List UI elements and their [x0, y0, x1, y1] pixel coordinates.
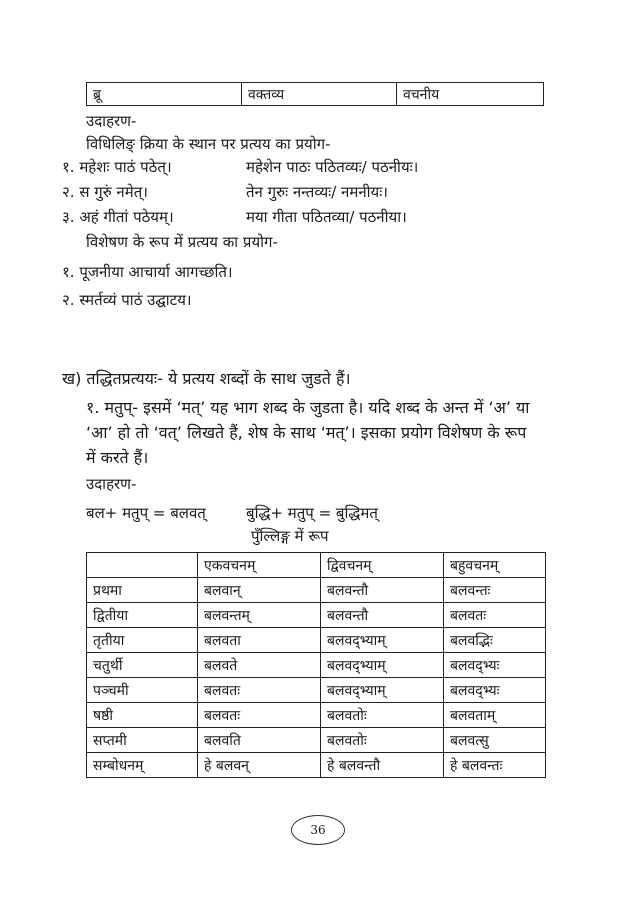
adjective-example: १. पूजनीया आचार्या आगच्छति।	[62, 263, 233, 281]
adjective-heading: विशेषण के रूप में प्रत्यय का प्रयोग-	[86, 233, 278, 251]
table-cell: बलवद्भ्याम्	[321, 678, 444, 703]
example-heading: उदाहरण-	[86, 475, 137, 493]
case-name: पञ्चमी	[87, 678, 198, 703]
table-cell: हे बलवन्तः	[444, 753, 546, 778]
table-row	[87, 753, 546, 778]
column-header: द्विवचनम्	[321, 553, 444, 578]
table-cell: बलवद्भ्याम्	[321, 628, 444, 653]
table-cell: वचनीय	[397, 83, 544, 106]
case-name: सम्बोधनम्	[87, 753, 198, 778]
table-cell: बलवन्तौ	[321, 603, 444, 628]
table-cell: बलवन्तौ	[321, 578, 444, 603]
table-caption: पुँल्लिङ्ग में रूप	[251, 527, 329, 545]
table-cell: बलवद्भ्यः	[444, 653, 546, 678]
paragraph-line: ‘आ’ हो तो ‘वत्’ लिखते हैं, शेष के साथ ‘मत्’। इसका प्रयोग विशेषण के रूप	[86, 423, 527, 442]
table-cell: बलवन्तम्	[198, 603, 321, 628]
table-cell: बलवति	[198, 728, 321, 753]
table-header-row	[87, 553, 546, 578]
table-cell: बलवतः	[444, 603, 546, 628]
case-name: सप्तमी	[87, 728, 198, 753]
table-row	[87, 603, 546, 628]
formula-right: बुद्धि+ मतुप् = बुद्धिमत्	[246, 504, 378, 522]
table-cell: बलवतः	[198, 703, 321, 728]
subheading: विधिलिङ् क्रिया के स्थान पर प्रत्यय का प्रयोग-	[86, 135, 331, 153]
table-cell: बलवान्	[198, 578, 321, 603]
table-cell: बलवद्भिः	[444, 628, 546, 653]
declension-table	[86, 552, 546, 778]
table-cell: बलवद्भ्यः	[444, 678, 546, 703]
table-cell: बलवतः	[198, 678, 321, 703]
case-name: द्वितीया	[87, 603, 198, 628]
example-right: तेन गुरुः नन्तव्यः/ नमनीयः।	[246, 183, 388, 201]
table-cell: बलवतोः	[321, 703, 444, 728]
table-row	[87, 578, 546, 603]
column-header: बहुवचनम्	[444, 553, 546, 578]
verb-forms-table	[86, 82, 544, 106]
example-right: मया गीता पठितव्या/ पठनीया।	[246, 208, 407, 226]
column-header	[87, 553, 198, 578]
table-row	[87, 678, 546, 703]
table-cell: बलवता	[198, 628, 321, 653]
page-number: 36	[291, 815, 345, 845]
table-row	[87, 653, 546, 678]
table-cell: हे बलवन्	[198, 753, 321, 778]
table-cell: हे बलवन्तौ	[321, 753, 444, 778]
adjective-example: २. स्मर्तव्यं पाठं उद्घाटय।	[62, 291, 192, 309]
table-cell: बलवतोः	[321, 728, 444, 753]
column-header: एकवचनम्	[198, 553, 321, 578]
paragraph-line: में करते हैं।	[86, 448, 149, 467]
formula-left: बल+ मतुप् = बलवत्	[86, 504, 206, 522]
example-left: १. महेशः पाठं पठेत्।	[62, 158, 172, 176]
table-row	[87, 703, 546, 728]
table-cell: ब्रू	[87, 83, 242, 106]
paragraph-line: १. मतुप्- इसमें ‘मत्’ यह भाग शब्द के जुडता है। यदि शब्द के अन्त में ‘अ’ या	[86, 398, 530, 417]
table-cell: बलवत्सु	[444, 728, 546, 753]
example-left: ३. अहं गीतां पठेयम्।	[62, 208, 174, 226]
case-name: षष्ठी	[87, 703, 198, 728]
example-right: महेशेन पाठः पठितव्यः/ पठनीयः।	[246, 158, 419, 176]
table-cell: बलवताम्	[444, 703, 546, 728]
table-cell: बलवन्तः	[444, 578, 546, 603]
table-row	[87, 83, 544, 106]
case-name: तृतीया	[87, 628, 198, 653]
example-heading: उदाहरण-	[86, 112, 137, 130]
table-cell: बलवद्भ्याम्	[321, 653, 444, 678]
example-left: २. स गुरुं नमेत्।	[62, 183, 148, 201]
case-name: प्रथमा	[87, 578, 198, 603]
table-row	[87, 628, 546, 653]
table-row	[87, 728, 546, 753]
section-heading: ख) तद्धितप्रत्ययः- ये प्रत्यय शब्दों के साथ जुडते हैं।	[62, 369, 351, 388]
table-cell: बलवते	[198, 653, 321, 678]
case-name: चतुर्थी	[87, 653, 198, 678]
table-cell: वक्तव्य	[242, 83, 397, 106]
